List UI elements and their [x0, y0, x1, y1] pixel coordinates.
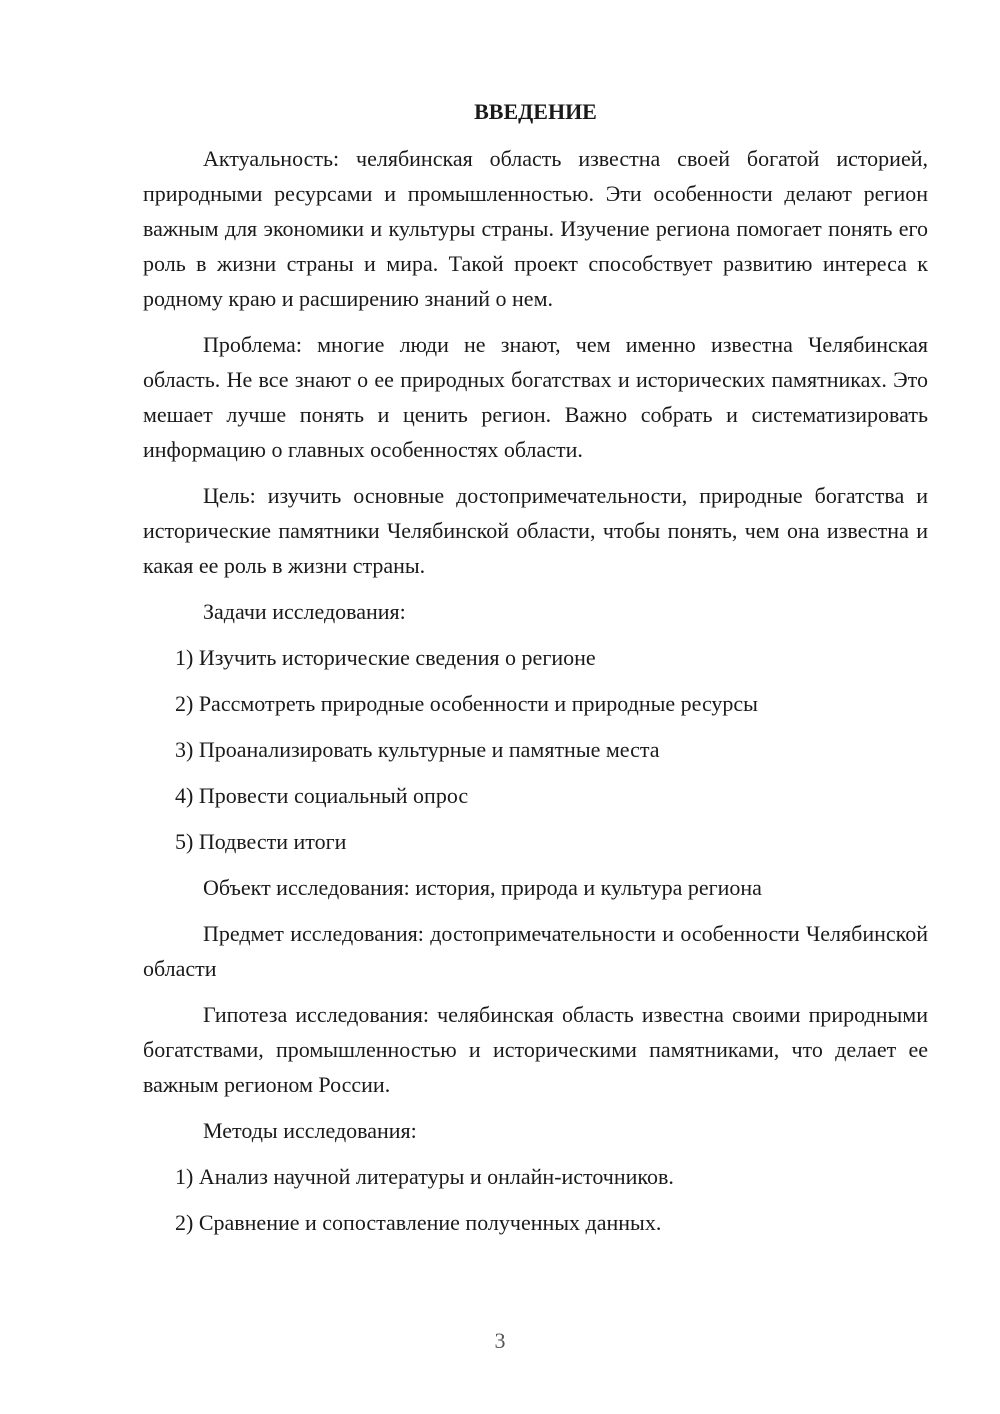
problem-paragraph: Проблема: многие люди не знают, чем именно известна Челябинская область. Не все знают о ее природных богатствах и исторических памятниках. Это мешает лучше понять и ценить регион. Важно собрать и систематизировать информацию о главных особенностях области.	[143, 332, 928, 462]
task-item: 5) Подвести итоги	[175, 829, 347, 854]
method-item: 1) Анализ научной литературы и онлайн-источников.	[175, 1164, 674, 1189]
relevance-paragraph: Актуальность: челябинская область известна своей богатой историей, природными ресурсами и промышленностью. Эти особенности делают регион важным для экономики и культуры страны. Изучение региона помогает понять его роль в жизни страны и мира. Такой проект способствует развитию интереса к родному краю и расширению знаний о нем.	[143, 146, 928, 311]
object-line: Объект исследования: история, природа и культура региона	[203, 875, 762, 900]
task-item: 2) Рассмотреть природные особенности и природные ресурсы	[175, 691, 758, 716]
section-title: ВВЕДЕНИЕ	[474, 99, 597, 124]
page-number: 3	[494, 1328, 506, 1353]
tasks-heading: Задачи исследования:	[203, 599, 406, 624]
task-item: 1) Изучить исторические сведения о регионе	[175, 645, 596, 670]
task-item: 3) Проанализировать культурные и памятные места	[175, 737, 660, 762]
task-item: 4) Провести социальный опрос	[175, 783, 469, 808]
document-page	[143, 94, 928, 1251]
subject-paragraph: Предмет исследования: достопримечательности и особенности Челябинской области	[143, 921, 928, 981]
goal-paragraph: Цель: изучить основные достопримечательности, природные богатства и исторические памятники Челябинской области, чтобы понять, чем она известна и какая ее роль в жизни страны.	[143, 483, 928, 578]
hypothesis-paragraph: Гипотеза исследования: челябинская область известна своими природными богатствами, промышленностью и историческими памятниками, что делает ее важным регионом России.	[143, 1002, 928, 1097]
method-item: 2) Сравнение и сопоставление полученных данных.	[175, 1210, 662, 1235]
methods-heading: Методы исследования:	[203, 1118, 417, 1143]
